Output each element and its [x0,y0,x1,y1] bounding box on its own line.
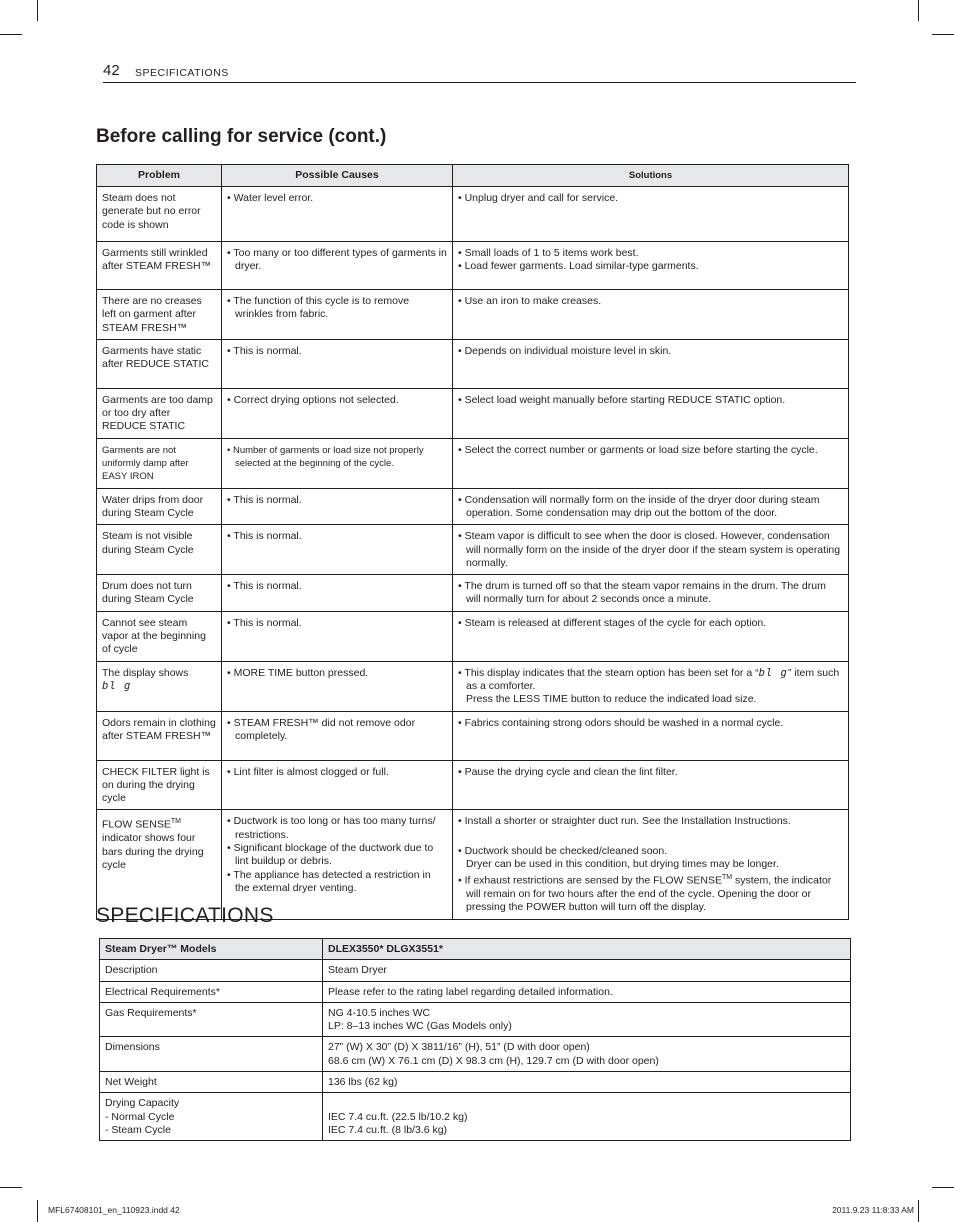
spec-label: Drying Capacity - Normal Cycle - Steam Cycle [100,1093,323,1141]
solution-text: Fabrics containing strong odors should be washed in a normal cycle. [464,716,784,729]
table-row [97,611,849,661]
problem-cell: Garments are not uniformly damp after EASY IRON [97,438,222,488]
cause-text: The function of this cycle is to remove wrinkles from fabric. [233,295,410,321]
crop-mark [37,1200,38,1222]
solution-item: • Steam is released at different stages of the cycle for each option. [458,616,767,629]
problem-cell [97,661,222,711]
spec-value-line: 68.6 cm (W) X 76.1 cm (D) X 98.3 cm (H), 129.7 cm (D with door open) [328,1054,659,1067]
spec-value [323,1072,851,1093]
solution-item: • Select load weight manually before starting REDUCE STATIC option. [458,393,786,406]
cause-item: • This is normal. [227,493,302,506]
problem-cell: CHECK FILTER light is on during the drying cycle [97,760,222,810]
crop-mark [932,34,954,35]
solutions-cell [453,575,849,612]
problem-text: The display shows [102,666,189,679]
spec-row [100,1002,851,1037]
solution-text: Load fewer garments. Load similar-type garments. [464,260,699,273]
spec-value-line: Please refer to the rating label regarding detailed information. [328,985,613,998]
problem-cell: Garments still wrinkled after STEAM FRESH™ [97,242,222,290]
spec-value-line: 27” (W) X 30” (D) X 3811/16” (H), 51” (D with door open) [328,1041,590,1054]
footer-file: MFL67408101_en_110923.indd 42 [48,1205,180,1215]
solution-item: • Condensation will normally form on the inside of the dryer door during steam operation. Some condensation may drip out the bottom of the door. [458,493,820,519]
solution-item: • Ductwork should be checked/cleaned soon. Dryer can be used in this condition, but drying times may be longer. [458,844,779,871]
causes-cell [222,661,453,711]
causes-cell [222,611,453,661]
causes-cell [222,575,453,612]
page-header [103,64,856,83]
cause-item: • Ductwork is too long or has too many turns/ restrictions. [227,815,436,841]
specifications-table [99,938,851,1141]
solution-item: • Select the correct number or garments or load size before starting the cycle. [458,443,818,456]
table-row [97,810,849,919]
solution-text: Depends on individual moisture level in skin. [464,344,672,357]
service-title: Before calling for service (cont.) [96,126,387,147]
solution-item: • Fabrics containing strong odors should be washed in a normal cycle. [458,716,784,729]
spec-row [100,960,851,981]
solution-item: • This display indicates that the steam option has been set for a “bl g” item such as a comforter. Press the LESS TIME button to reduce the indicated load size. [458,666,840,706]
table-row [97,488,849,525]
page-number: 42 [103,62,120,79]
cause-item: • Water level error. [227,192,314,204]
spec-value: IEC 7.4 cu.ft. (22.5 lb/10.2 kg) IEC 7.4 cu.ft. (8 lb/3.6 kg) [323,1093,851,1141]
causes-cell [222,488,453,525]
spec-value [323,981,851,1002]
solutions-cell [453,611,849,661]
solutions-cell [453,187,849,242]
crop-mark [0,34,22,35]
problem-cell: Garments are too damp or too dry after REDUCE STATIC [97,388,222,438]
cause-item: • MORE TIME button pressed. [227,666,369,679]
cause-text: STEAM FRESH™ did not remove odor completely. [233,716,416,742]
cause-item: • This is normal. [227,616,302,629]
spec-label: Net Weight [100,1072,323,1093]
solution-text: Steam vapor is difficult to see when the door is closed. However, condensation will normally form on the inside of the dryer door if the steam system is operating normally. [464,530,841,569]
table-row [97,525,849,575]
spec-value [323,1037,851,1072]
solutions-cell [453,242,849,290]
cause-item: • This is normal. [227,530,302,543]
service-table [96,164,849,920]
solutions-cell [453,810,849,919]
spec-header-row [100,939,851,960]
solution-text: Select load weight manually before starting REDUCE STATIC option. [464,393,786,406]
solution-text: Pause the drying cycle and clean the lint filter. [464,765,678,778]
solutions-cell [453,525,849,575]
spec-value [323,1002,851,1037]
cause-item: • Number of garments or load size not properly selected at the beginning of the cycle. [227,444,424,470]
spec-label: Electrical Requirements* [100,981,323,1002]
table-row [97,711,849,760]
table-row [97,242,849,290]
cause-item: • The function of this cycle is to remove wrinkles from fabric. [227,295,410,321]
solutions-cell [453,438,849,488]
solution-text: The drum is turned off so that the steam vapor remains in the drum. The drum will normally turn for about 2 seconds once a minute. [464,580,826,606]
spec-header-value: DLEX3550* DLGX3551* [323,939,851,960]
column-header-causes: Possible Causes [222,165,453,187]
solution-text: Unplug dryer and call for service. [464,192,619,204]
cause-item: • The appliance has detected a restriction in the external dryer venting. [227,868,431,894]
crop-mark [932,1187,954,1188]
cause-text: This is normal. [233,493,302,506]
table-row [97,575,849,612]
solution-item: • Depends on individual moisture level in skin. [458,344,672,357]
cause-item: • Too many or too different types of garments in dryer. [227,247,447,273]
solution-item: • Unplug dryer and call for service. [458,192,619,204]
solution-text: Steam is released at different stages of the cycle for each option. [464,616,767,629]
problem-cell: Steam is not visible during Steam Cycle [97,525,222,575]
solutions-cell [453,760,849,810]
solution-item: • Small loads of 1 to 5 items work best. [458,247,639,259]
causes-cell [222,760,453,810]
problem-cell: Garments have static after REDUCE STATIC [97,339,222,388]
solution-item: • If exhaust restrictions are sensed by the FLOW SENSE™ system, the indicator will remain on for two hours after the end of the cycle. Opening the door or pressing the POWER button will turn off the display. [458,874,832,914]
spec-label: Dimensions [100,1037,323,1072]
problem-cell: Odors remain in clothing after STEAM FRESH™ [97,711,222,760]
cause-text: Correct drying options not selected. [233,393,399,406]
table-row [97,388,849,438]
column-header-problem: Problem [97,165,222,187]
solution-item: • Use an iron to make creases. [458,295,602,307]
causes-cell [222,711,453,760]
problem-cell: There are no creases left on garment after STEAM FRESH™ [97,290,222,340]
cause-item: • This is normal. [227,580,302,593]
solution-item: • Load fewer garments. Load similar-type garments. [458,260,699,273]
crop-mark [918,0,919,21]
spec-value-line: LP: 8–13 inches WC (Gas Models only) [328,1020,512,1033]
cause-text: Number of garments or load size not properly selected at the beginning of the cycle. [232,444,424,470]
causes-cell [222,242,453,290]
table-row [97,339,849,388]
solutions-cell [453,290,849,340]
solution-text: Small loads of 1 to 5 items work best. [464,247,639,259]
solution-text: Select the correct number or garments or load size before starting the cycle. [464,443,818,456]
column-header-solutions: Solutions [453,165,849,187]
problem-cell: Water drips from door during Steam Cycle [97,488,222,525]
cause-text: Lint filter is almost clogged or full. [233,765,389,778]
crop-mark [918,1200,919,1222]
solutions-cell [453,388,849,438]
spec-value-line: 136 lbs (62 kg) [328,1076,398,1089]
causes-cell [222,339,453,388]
cause-text: This is normal. [233,530,302,543]
table-row [97,187,849,242]
cause-text: Too many or too different types of garments in dryer. [233,247,447,273]
causes-cell [222,187,453,242]
table-row [97,661,849,711]
cause-text: This is normal. [233,616,302,629]
display-code: bl g [102,679,132,692]
spec-row [100,1072,851,1093]
spec-label: Gas Requirements* [100,1002,323,1037]
cause-item: • This is normal. [227,344,302,357]
spec-row [100,1037,851,1072]
spec-header-label: Steam Dryer™ Models [100,939,323,960]
solution-item: • Steam vapor is difficult to see when the door is closed. However, condensation will normally form on the inside of the dryer door if the steam system is operating normally. [458,530,841,569]
table-row [97,290,849,340]
spec-value [323,960,851,981]
solution-text: Condensation will normally form on the inside of the dryer door during steam operation. Some condensation may drip out the bottom of the door. [464,493,820,519]
cause-item: • Correct drying options not selected. [227,393,399,406]
problem-cell: Drum does not turn during Steam Cycle [97,575,222,612]
solutions-cell [453,661,849,711]
cause-text: Water level error. [233,192,314,204]
section-label: SPECIFICATIONS [135,67,229,79]
footer-timestamp: 2011.9.23 11:8:33 AM [832,1205,914,1215]
solution-text: Use an iron to make creases. [464,295,602,307]
crop-mark [0,1187,22,1188]
cause-text: This is normal. [233,344,302,357]
crop-mark [37,0,38,21]
spec-value-line: Steam Dryer [328,964,387,977]
specifications-title: SPECIFICATIONS [96,904,274,927]
problem-cell: FLOW SENSE™ indicator shows four bars during the drying cycle [97,810,222,919]
table-row [97,438,849,488]
solutions-cell [453,711,849,760]
causes-cell [222,438,453,488]
causes-cell [222,525,453,575]
cause-text: This is normal. [233,580,302,593]
cause-item: • Significant blockage of the ductwork due to lint buildup or debris. [227,842,434,868]
table-row [97,760,849,810]
solutions-cell [453,339,849,388]
causes-cell [222,290,453,340]
solution-item: • Install a shorter or straighter duct run. See the Installation Instructions. [458,815,791,828]
spec-row [100,1093,851,1141]
causes-cell [222,810,453,919]
problem-cell: Cannot see steam vapor at the beginning of cycle [97,611,222,661]
cause-item: • Lint filter is almost clogged or full. [227,765,389,778]
spec-row [100,981,851,1002]
solution-item: • Pause the drying cycle and clean the lint filter. [458,765,678,778]
spec-label: Description [100,960,323,981]
cause-item: • STEAM FRESH™ did not remove odor completely. [227,716,416,742]
problem-cell: Steam does not generate but no error code is shown [97,187,222,242]
solutions-cell [453,488,849,525]
solution-item: • The drum is turned off so that the steam vapor remains in the drum. The drum will normally turn for about 2 seconds once a minute. [458,580,826,606]
display-code: bl g [758,666,788,679]
causes-cell [222,388,453,438]
service-table-header [97,165,849,187]
spec-value-line: NG 4-10.5 inches WC [328,1006,431,1019]
